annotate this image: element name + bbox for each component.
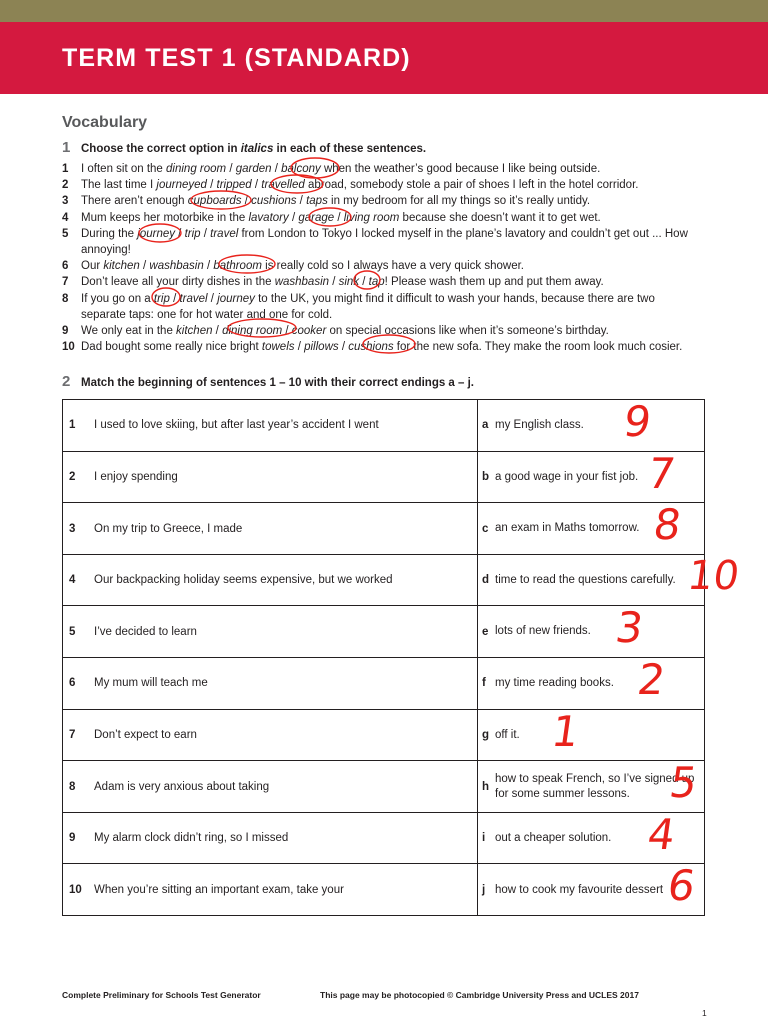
exercise-1-instruction: 1 Choose the correct option in italics in each of these sentences. <box>62 139 427 156</box>
row-number: 8 <box>69 780 76 793</box>
sentence-number: 6 <box>62 260 69 273</box>
option-word: garden <box>235 163 272 175</box>
ending-letter: e <box>482 625 489 638</box>
option-word: pillows <box>304 341 339 354</box>
sentence-item: 4 Mum keeps her motorbike in the lavatory / garage / living room because she doesn’t want it to get wet. <box>62 210 692 226</box>
sentence-number: 4 <box>62 211 69 224</box>
exercise-2-instruction: 2 Match the beginning of sentences 1 – 10 with their correct endings a – j. <box>62 373 475 390</box>
option-word: living room <box>343 211 400 224</box>
sentence-ending: my English class. <box>495 419 584 432</box>
sentence-ending-cell <box>478 706 704 761</box>
row-number: 2 <box>69 470 76 483</box>
row-number: 1 <box>69 419 76 432</box>
option-word: trip <box>153 292 170 305</box>
ending-letter: c <box>482 522 489 535</box>
option-word: travel <box>210 227 239 240</box>
table-row <box>63 706 704 762</box>
option-word: trip <box>184 227 201 240</box>
sentence-ending: an exam in Maths tomorrow. <box>495 522 640 535</box>
option-word: dining room <box>166 163 227 175</box>
option-word: towels <box>261 341 295 354</box>
sentence-start-cell <box>63 452 478 503</box>
table-row <box>63 397 704 452</box>
handwritten-answer: 1 <box>548 706 583 756</box>
page-header <box>0 22 768 94</box>
sentence-item: 1 I often sit on the dining room / garden / balcony when the weather’s good because I like being outside. <box>62 161 692 177</box>
option-word: balcony <box>281 163 321 175</box>
sentence-item: 9 We only eat in the kitchen / dining room / cooker on special occasions like when it’s someone’s birthday. <box>62 323 692 339</box>
sentence-start: Adam is very anxious about taking <box>94 780 270 793</box>
handwritten-answer: 3 <box>612 603 647 653</box>
handwritten-answer: 6 <box>664 861 699 911</box>
sentence-ending: off it. <box>495 728 520 741</box>
sentence-ending-cell <box>478 603 704 657</box>
sentence-start: I used to love skiing, but after last year’s accident I went <box>94 419 379 432</box>
table-row <box>63 809 704 865</box>
option-word: kitchen <box>103 260 140 273</box>
row-number: 6 <box>69 677 76 690</box>
handwritten-answer: 9 <box>620 397 655 446</box>
footer-copyright: This page may be photocopied © Cambridge University Press and UCLES 2017 <box>320 990 639 1000</box>
sentence-number: 5 <box>62 227 69 240</box>
handwritten-answer: 10 <box>684 552 743 599</box>
sentence-start-cell <box>63 864 478 916</box>
sentence-start-cell <box>63 400 478 451</box>
sentence-ending-cell <box>478 655 704 709</box>
sentence-start: When you’re sitting an important exam, take your <box>94 884 344 897</box>
sentence-start-cell <box>63 606 478 657</box>
ending-letter: h <box>482 780 490 793</box>
handwritten-answer: 4 <box>644 809 679 859</box>
table-row <box>63 448 704 504</box>
sentence-ending: a good wage in your fist job. <box>495 470 639 483</box>
row-number: 10 <box>69 884 82 897</box>
table-row <box>63 655 704 710</box>
option-word: travel <box>179 292 208 305</box>
sentence-item: 6 Our kitchen / washbasin / bathroom is really cold so I always have a very quick shower. <box>62 258 692 274</box>
page-number: 1 <box>702 1008 707 1018</box>
sentence-start: I’ve decided to learn <box>94 625 197 638</box>
row-number: 4 <box>69 574 76 587</box>
ending-letter: j <box>482 884 486 897</box>
option-word: travelled <box>261 179 305 192</box>
option-word: washbasin <box>149 260 204 273</box>
option-word: sink <box>338 276 360 289</box>
sentence-number: 9 <box>62 325 69 338</box>
sentence-ending: how to cook my favourite dessert <box>495 883 664 896</box>
sentence-ending: my time reading books. <box>495 677 614 690</box>
sentence-item: 8 If you go on a trip / travel / journey to the UK, you might find it difficult to wash your hands, because there are two separate taps: one for hot water and one for cold. <box>62 292 655 321</box>
footer-credit: Complete Preliminary for Schools Test Generator <box>62 990 261 1000</box>
handwritten-answer: 8 <box>650 500 685 550</box>
sentence-number: 10 <box>62 341 75 354</box>
row-number: 9 <box>69 832 76 845</box>
sentence-start-cell <box>63 555 478 606</box>
option-word: kitchen <box>176 325 213 338</box>
sentence-item: 5 During the journey / trip / travel from London to Tokyo I locked myself in the plane’s lavatory and couldn’t get out ... How annoying! <box>62 227 688 257</box>
option-word: tripped <box>216 179 252 192</box>
sentence-item: 7 Don’t leave all your dirty dishes in the washbasin / sink / tap! Please wash them up and put them away. <box>62 274 692 290</box>
sentence-number: 1 <box>62 163 69 175</box>
sentence-start: On my trip to Greece, I made <box>94 522 243 535</box>
option-word: garage <box>298 211 335 224</box>
sentence-start-cell <box>63 658 478 709</box>
table-row <box>63 603 704 658</box>
matching-table <box>62 399 705 916</box>
ending-letter: b <box>482 470 490 483</box>
option-word: journeyed <box>156 179 207 192</box>
sentence-start: My alarm clock didn’t ring, so I missed <box>94 832 289 845</box>
sentence-number: 2 <box>62 179 69 192</box>
option-word: dining room <box>222 325 283 338</box>
sentence-item: 2 The last time I journeyed / tripped / travelled abroad, somebody stole a pair of shoes I left in the hotel corridor. <box>62 177 692 193</box>
sentence-start-cell <box>63 710 478 761</box>
sentence-start: My mum will teach me <box>94 677 208 690</box>
ending-letter: f <box>482 677 486 690</box>
exercise-number: 1 <box>62 139 71 156</box>
sentence-start-cell <box>63 503 478 554</box>
sentence-start: Don’t expect to earn <box>94 728 197 741</box>
page-title: TERM TEST 1 (STANDARD) <box>62 44 411 72</box>
sentence-list <box>62 161 692 355</box>
table-row <box>63 500 704 555</box>
option-word: washbasin <box>274 276 330 289</box>
ending-letter: d <box>482 574 490 587</box>
sentence-ending: how to speak French, so I’ve signed up for some summer lessons. <box>495 773 695 800</box>
row-number: 7 <box>69 728 76 741</box>
sentence-start-cell <box>63 761 478 812</box>
sentence-number: 7 <box>62 276 69 289</box>
table-row <box>63 758 704 813</box>
sentence-ending: out a cheaper solution. <box>495 831 612 844</box>
option-word: journey <box>217 292 255 305</box>
top-color-band <box>0 0 768 22</box>
row-number: 3 <box>69 522 76 535</box>
sentence-start: I enjoy spending <box>94 470 178 483</box>
sentence-ending-cell <box>478 555 704 606</box>
row-number: 5 <box>69 625 76 638</box>
sentence-number: 8 <box>62 292 69 305</box>
handwritten-answer: 7 <box>644 448 679 498</box>
option-word: tap <box>368 276 385 289</box>
handwritten-answer: 2 <box>634 655 669 704</box>
table-row <box>63 555 704 607</box>
option-word: journey <box>137 227 175 240</box>
option-word: lavatory <box>248 211 289 224</box>
section-title: Vocabulary <box>62 114 148 131</box>
sentence-ending-cell <box>478 397 704 451</box>
sentence-start: Our backpacking holiday seems expensive, but we worked <box>94 574 393 587</box>
option-word: cooker <box>291 325 327 338</box>
option-word: cupboards <box>187 195 242 208</box>
ending-letter: a <box>482 419 489 432</box>
sentence-item: 3 There aren’t enough cupboards / cushions / taps in my bedroom for all my things so it’s really untidy. <box>62 193 692 209</box>
exercise-number: 2 <box>62 373 71 390</box>
handwritten-answer: 5 <box>666 758 701 808</box>
option-word: taps <box>306 195 328 208</box>
option-word: cushions <box>348 341 394 354</box>
table-row <box>63 861 704 916</box>
sentence-item: 10 Dad bought some really nice bright towels / pillows / cushions for the new sofa. They make the room look much cosier. <box>62 339 692 355</box>
ending-letter: g <box>482 728 490 741</box>
ending-letter: i <box>482 832 486 845</box>
sentence-ending: lots of new friends. <box>495 625 591 638</box>
sentence-start-cell <box>63 813 478 864</box>
option-word: cushions <box>251 195 297 208</box>
option-word: bathroom <box>213 260 262 273</box>
sentence-number: 3 <box>62 195 69 208</box>
sentence-ending: time to read the questions carefully. <box>495 573 676 586</box>
